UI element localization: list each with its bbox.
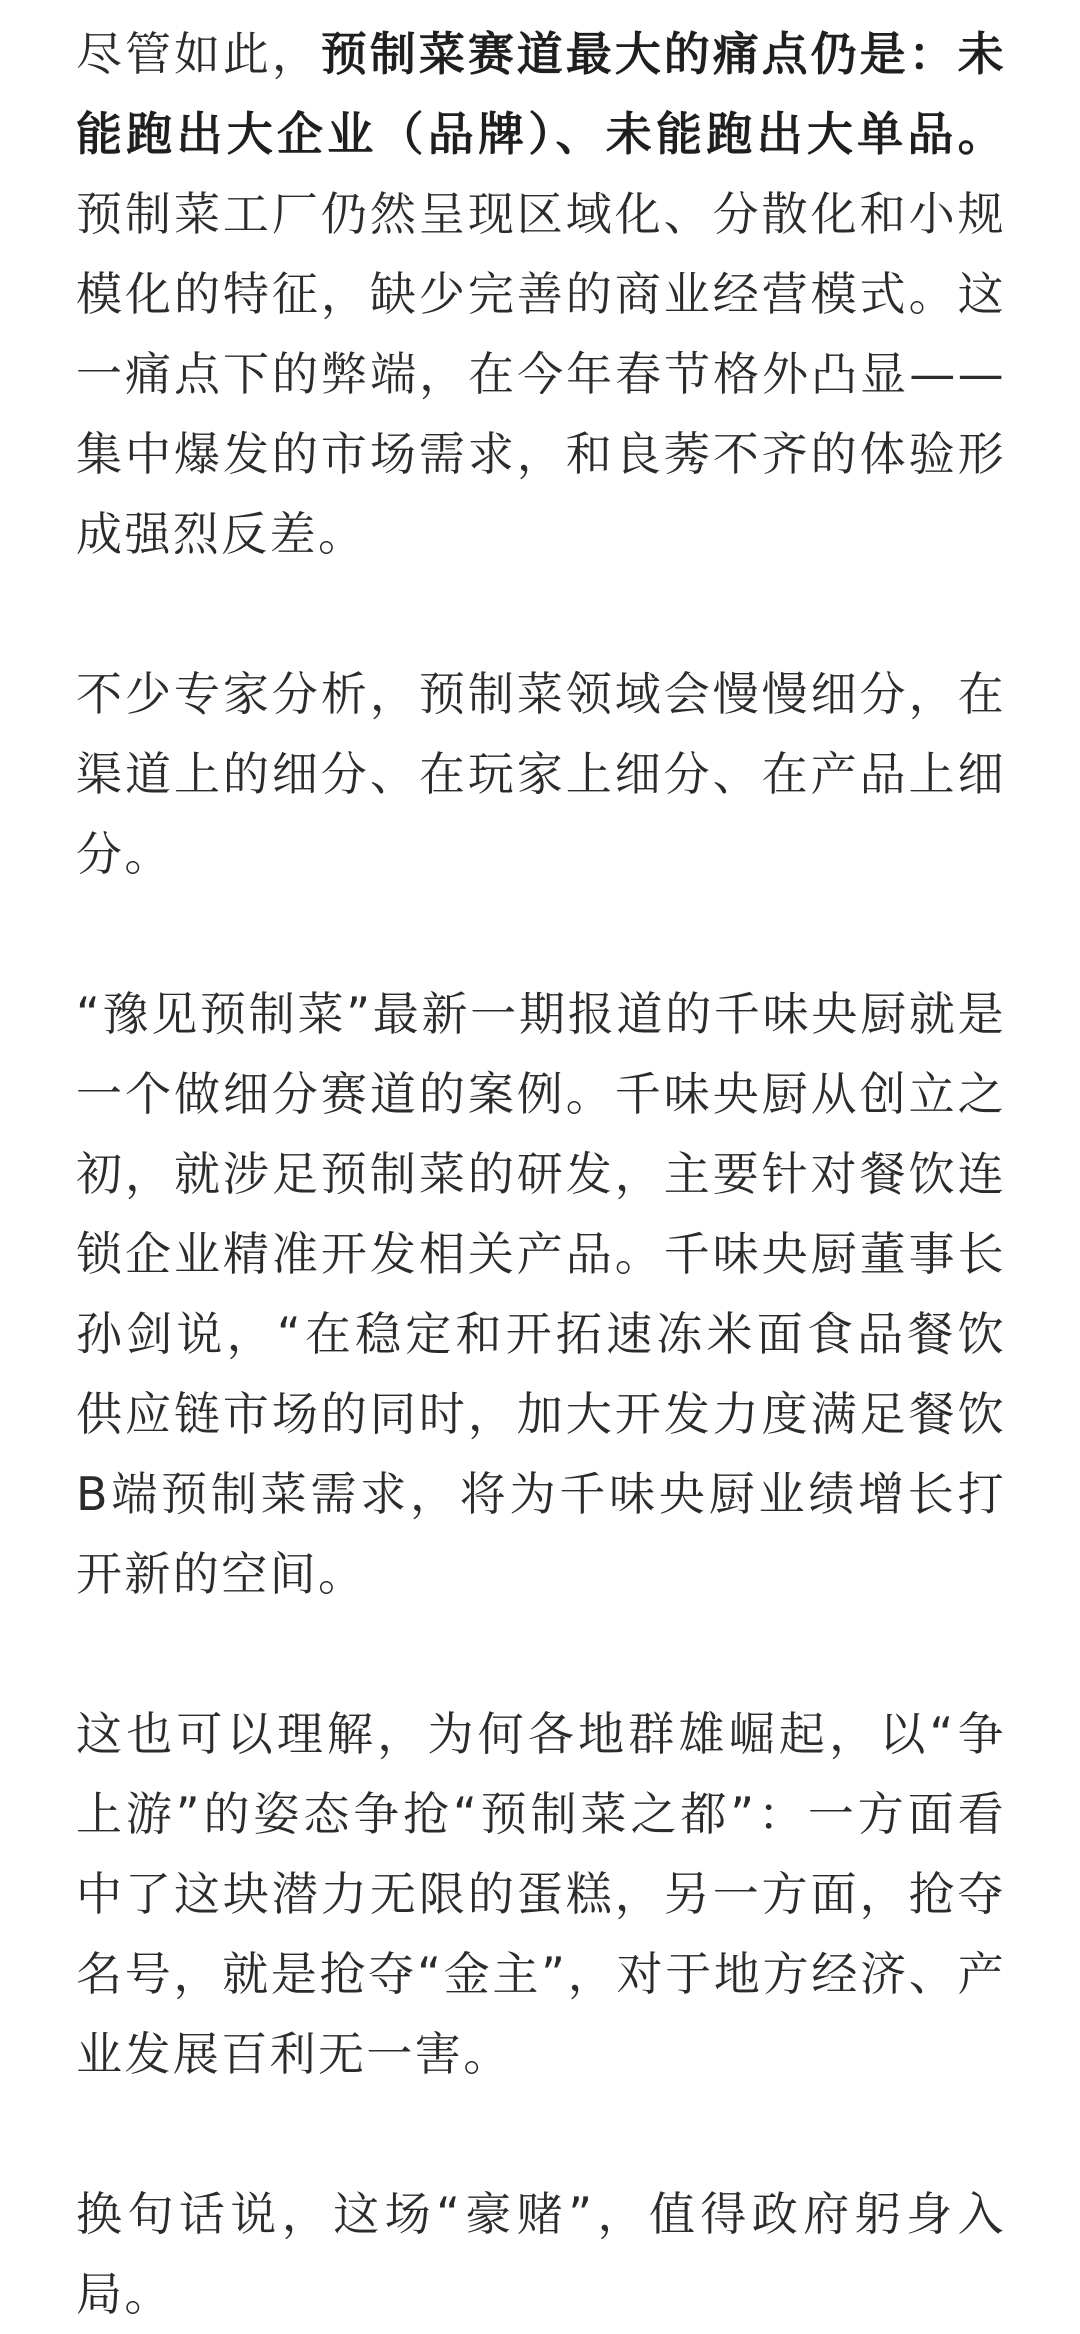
paragraph-1-rest: 预制菜工厂仍然呈现区域化、分散化和小规模化的特征，缺少完善的商业经营模式。这一痛点下的弊端，在今年春节格外凸显——集中爆发的市场需求，和良莠不齐的体验形成强烈反差。 <box>76 187 1006 561</box>
paragraph-3: “豫见预制菜”最新一期报道的千味央厨就是一个做细分赛道的案例。千味央厨从创立之初，就涉足预制菜的研发，主要针对餐饮连锁企业精准开发相关产品。千味央厨董事长孙剑说，“在稳定和开拓速冻米面食品餐饮供应链市场的同时，加大开发力度满足餐饮B端预制菜需求，将为千味央厨业绩增长打开新的空间。 <box>76 987 1006 1601</box>
paragraph-1-lead: 尽管如此， <box>76 27 321 81</box>
article-body <box>76 14 1006 2334</box>
paragraph-4: 这也可以理解，为何各地群雄崛起，以“争上游”的姿态争抢“预制菜之都”：一方面看中了这块潜力无限的蛋糕，另一方面，抢夺名号，就是抢夺“金主”，对于地方经济、产业发展百利无一害。 <box>76 1707 1006 2081</box>
paragraph-1 <box>76 14 1006 574</box>
paragraph-1-highlight: 预制菜赛道最大的痛点仍是：未能跑出大企业（品牌）、未能跑出大单品。 <box>76 27 1006 161</box>
paragraph-5: 换句话说，这场“豪赌”，值得政府躬身入局。 <box>76 2187 1006 2321</box>
paragraph-2: 不少专家分析，预制菜领域会慢慢细分，在渠道上的细分、在玩家上细分、在产品上细分。 <box>76 667 1006 881</box>
